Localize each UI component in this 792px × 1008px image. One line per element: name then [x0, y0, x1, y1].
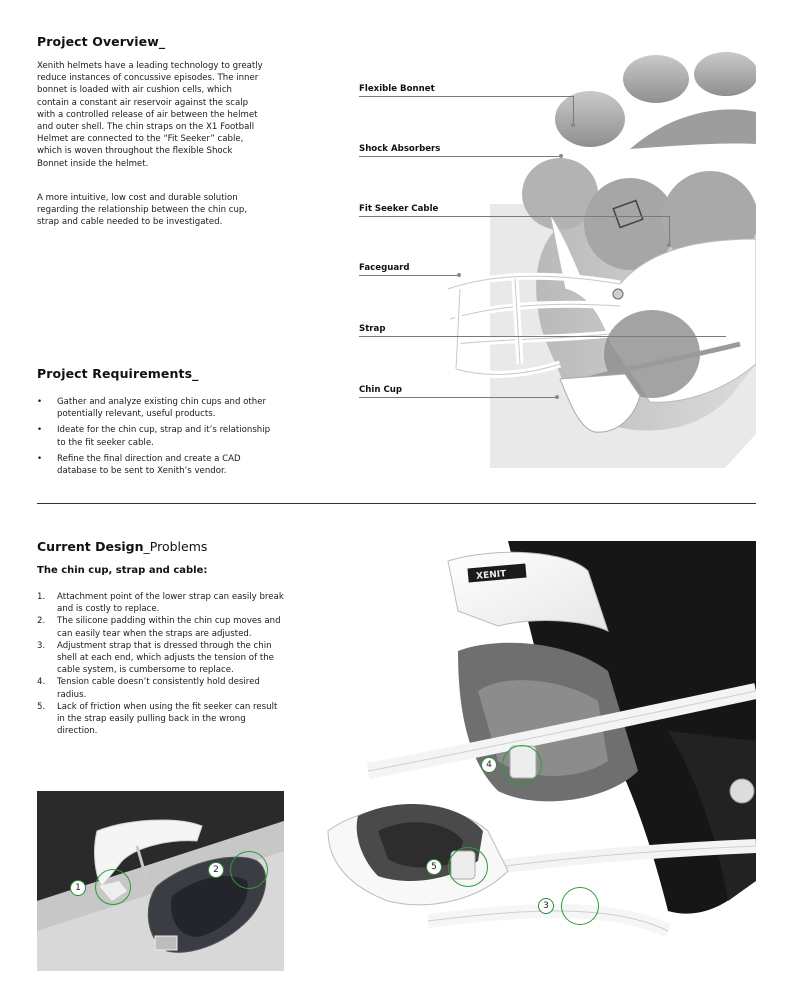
leader-line [359, 336, 726, 337]
problem-text: Adjustment strap that is dressed through the chin shell at each end, which adjusts the tension of the cable system, is cumbersome to replace. [57, 640, 274, 676]
leader-line [359, 96, 573, 97]
leader-dot [457, 273, 461, 277]
overview-title: Project Overview_ [37, 34, 166, 49]
label-faceguard: Faceguard [359, 263, 410, 273]
leader-line [359, 216, 669, 217]
requirement-item: • Gather and analyze existing chin cups and other potentially relevant, useful products. [37, 396, 277, 420]
callout-4: 4 [481, 757, 497, 773]
highlight-ring [448, 847, 488, 887]
problem-item [37, 640, 287, 677]
leader-line [573, 96, 574, 124]
helmet-exploded-svg [420, 34, 756, 468]
leader-line [359, 397, 557, 398]
problem-number: 5. [37, 701, 46, 712]
problem-text: The silicone padding within the chin cup moves and can easily tear when the straps are adjusted. [57, 616, 281, 639]
problem-text: Lack of friction when using the fit seeker can result in the strap easily pulling back in the wrong direction. [57, 701, 278, 737]
label-flexible-bonnet: Flexible Bonnet [359, 84, 435, 94]
requirement-item: • Refine the final direction and create a CAD database to be sent to Xenith’s vendor. [37, 453, 277, 477]
problem-item [37, 701, 287, 738]
problem-number: 2. [37, 616, 46, 627]
problem-item [37, 615, 287, 639]
leader-dot [555, 395, 559, 399]
label-strap: Strap [359, 324, 386, 334]
problems-list [37, 591, 287, 737]
leader-dot [571, 123, 575, 127]
label-fit-seeker-cable: Fit Seeker Cable [359, 204, 439, 214]
highlight-ring [561, 887, 599, 925]
problem-item [37, 591, 287, 615]
problem-number: 4. [37, 677, 46, 688]
highlight-ring [502, 745, 542, 785]
current-design-title-bold: Current Design [37, 539, 144, 554]
problem-number: 1. [37, 592, 46, 602]
problem-item [37, 676, 287, 700]
highlight-ring [95, 869, 131, 905]
overview-paragraph-1: Xenith helmets have a leading technology to greatly reduce instances of concussive episodes. The inner bonnet is loaded with air cushion cells, which contain a constant air reservoir against the scalp with a controlled release of air between the helmet and outer shell. The chin straps on the X1 Football Helmet are connected to the “Fit Seeker” cable, which is woven throughout the flexible Shock Bonnet inside the helmet. [37, 61, 263, 169]
current-design-title-light: _Problems [143, 539, 208, 554]
leader-dot [667, 243, 671, 247]
current-design-subtitle: The chin cup, strap and cable: [37, 565, 208, 576]
requirement-item: • Ideate for the chin cup, strap and it’s relationship to the fit seeker cable. [37, 424, 277, 448]
callout-3: 3 [538, 898, 554, 914]
section-divider [37, 503, 756, 504]
leader-line [359, 275, 459, 276]
callout-1: 1 [70, 880, 86, 896]
callout-2: 2 [208, 862, 224, 878]
leader-line [359, 156, 561, 157]
problem-text: Attachment point of the lower strap can easily break and is costly to replace. [57, 592, 284, 615]
requirements-list [37, 396, 277, 481]
requirements-title: Project Requirements_ [37, 366, 199, 381]
helmet-logo-text: XENIT [475, 569, 507, 582]
label-chin-cup: Chin Cup [359, 385, 403, 395]
helmet-exploded-illustration [420, 34, 756, 468]
current-design-title [37, 539, 207, 554]
callout-5: 5 [426, 859, 442, 875]
leader-line [669, 216, 670, 244]
overview-paragraph-2: A more intuitive, low cost and durable solution regarding the relationship between the chin cup, strap and cable needed to be investigated. [37, 193, 248, 228]
problem-number: 3. [37, 640, 46, 651]
leader-dot [559, 154, 563, 158]
highlight-ring [230, 851, 268, 889]
problem-text: Tension cable doesn’t consistently hold desired radius. [57, 677, 260, 700]
bonnet-pod-shape [555, 91, 625, 147]
label-shock-absorbers: Shock Absorbers [359, 144, 441, 154]
